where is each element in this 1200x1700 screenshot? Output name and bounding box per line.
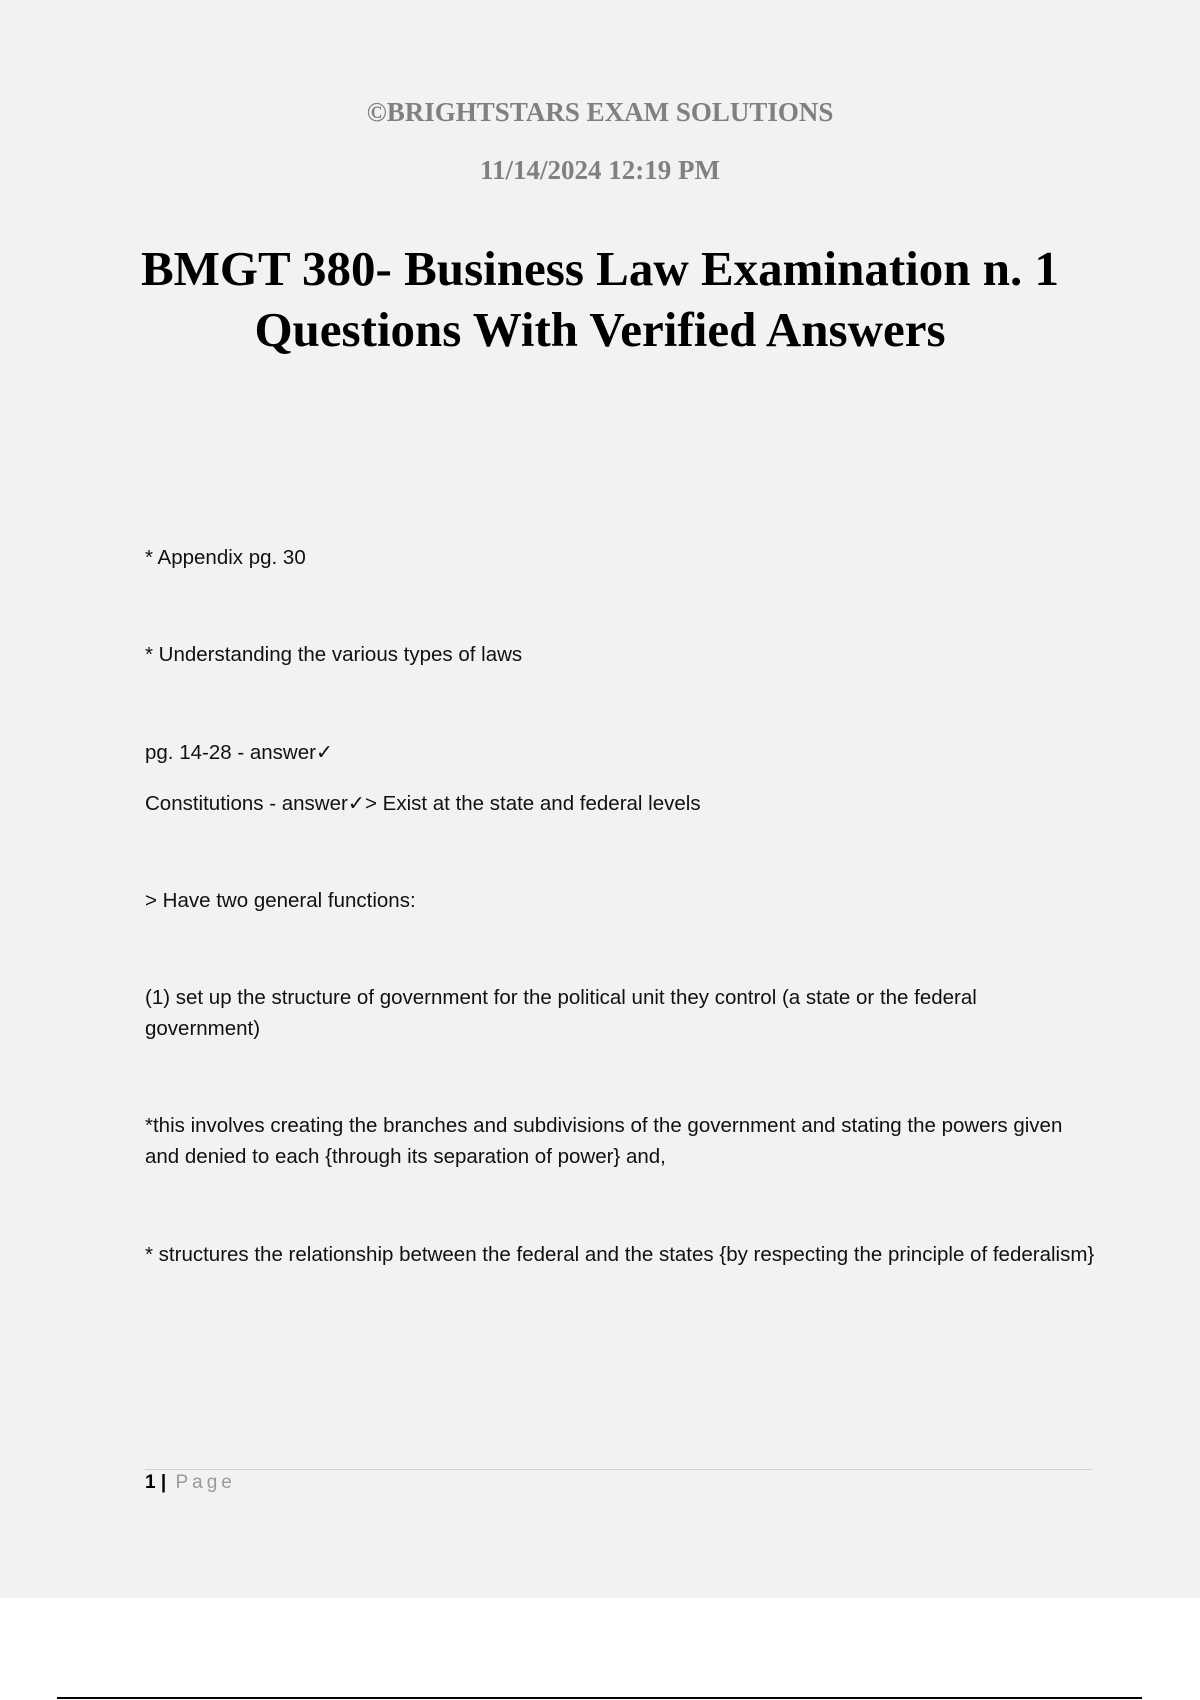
- document-title: BMGT 380- Business Law Examination n. 1 Questions With Verified Answers: [140, 241, 1060, 357]
- paragraph-appendix: * Appendix pg. 30: [145, 546, 306, 569]
- bottom-divider: [57, 1697, 1142, 1699]
- paragraph-function-one: (1) set up the structure of government for the political unit they control (a state or the federal government): [145, 986, 977, 1040]
- page-number: 1: [145, 1472, 156, 1493]
- paragraph-page-range-answer: pg. 14-28 - answer✓: [145, 741, 334, 764]
- page-label: Page: [175, 1472, 236, 1493]
- page-footer: [145, 1472, 236, 1494]
- paragraph-constitutions: Constitutions - answer✓> Exist at the state and federal levels: [145, 792, 701, 815]
- copyright-header: ©BRIGHTSTARS EXAM SOLUTIONS: [366, 97, 834, 127]
- paragraph-federalism: * structures the relationship between the federal and the states {by respecting the principle of federalism}: [145, 1243, 1095, 1266]
- paragraph-general-functions: > Have two general functions:: [145, 889, 416, 912]
- page-separator: |: [160, 1472, 167, 1493]
- footer-divider: [145, 1469, 1092, 1470]
- paragraph-branches: *this involves creating the branches and subdivisions of the government and stating the powers given and denied to each {through its separation of power} and,: [145, 1114, 1063, 1168]
- paragraph-types-of-laws: * Understanding the various types of laws: [145, 643, 523, 666]
- timestamp-header: 11/14/2024 12:19 PM: [480, 155, 720, 185]
